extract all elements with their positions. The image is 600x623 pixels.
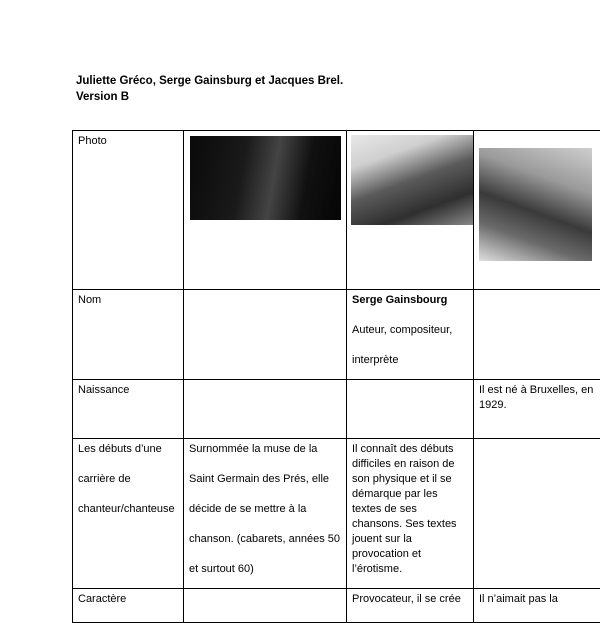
gainsbourg-role-line2: interprète — [352, 353, 468, 368]
cell-brel-caractere: Il n’aimait pas la — [474, 589, 600, 623]
row-label-caractere: Caractère — [73, 589, 184, 623]
table-row-photo — [73, 131, 600, 290]
gainsbourg-name: Serge Gainsbourg — [352, 293, 468, 308]
brel-photo — [479, 148, 592, 261]
row-label-naissance: Naissance — [73, 380, 184, 439]
row-label-photo: Photo — [73, 131, 184, 290]
cell-gainsbourg-caractere: Provocateur, il se crée — [347, 589, 474, 623]
table-row-nom — [73, 290, 600, 380]
greco-debuts-line5: et surtout 60) — [189, 562, 341, 577]
table-row-naissance — [73, 380, 600, 439]
gainsbourg-debuts-text: Il connaît des débuts difficiles en raison de son physique et il se démarque par les textes de ses chansons. Ses textes jouent sur la provocation et l’érotisme. — [352, 442, 468, 577]
row-label-nom: Nom — [73, 290, 184, 380]
cell-brel-photo — [474, 131, 600, 290]
debuts-label-line2: carrière de — [78, 472, 178, 487]
cell-greco-photo — [184, 131, 347, 290]
row-label-debuts — [73, 439, 184, 589]
cell-brel-naissance: Il est né à Bruxelles, en 1929. — [474, 380, 600, 439]
cell-greco-naissance — [184, 380, 347, 439]
cell-gainsbourg-naissance — [347, 380, 474, 439]
document-version: Version B — [76, 89, 343, 105]
cell-gainsbourg-debuts — [347, 439, 474, 589]
table-row-debuts — [73, 439, 600, 589]
gainsbourg-role-line1: Auteur, compositeur, — [352, 323, 468, 338]
cell-gainsbourg-photo — [347, 131, 474, 290]
table-row-caractere — [73, 589, 600, 623]
greco-photo — [190, 136, 341, 220]
cell-greco-nom — [184, 290, 347, 380]
greco-debuts-line3: décide de se mettre à la — [189, 502, 341, 517]
gainsbourg-photo — [351, 135, 474, 225]
greco-debuts-line1: Surnommée la muse de la — [189, 442, 341, 457]
cell-gainsbourg-nom — [347, 290, 474, 380]
cell-brel-debuts — [474, 439, 600, 589]
cell-greco-caractere — [184, 589, 347, 623]
document-header — [76, 73, 343, 105]
document-title: Juliette Gréco, Serge Gainsburg et Jacques Brel. — [76, 73, 343, 89]
greco-debuts-line4: chanson. (cabarets, années 50 — [189, 532, 341, 547]
debuts-label-line3: chanteur/chanteuse — [78, 502, 178, 517]
debuts-label-line1: Les débuts d’une — [78, 442, 178, 457]
cell-greco-debuts — [184, 439, 347, 589]
artists-table — [72, 130, 600, 623]
greco-debuts-line2: Saint Germain des Prés, elle — [189, 472, 341, 487]
cell-brel-nom — [474, 290, 600, 380]
